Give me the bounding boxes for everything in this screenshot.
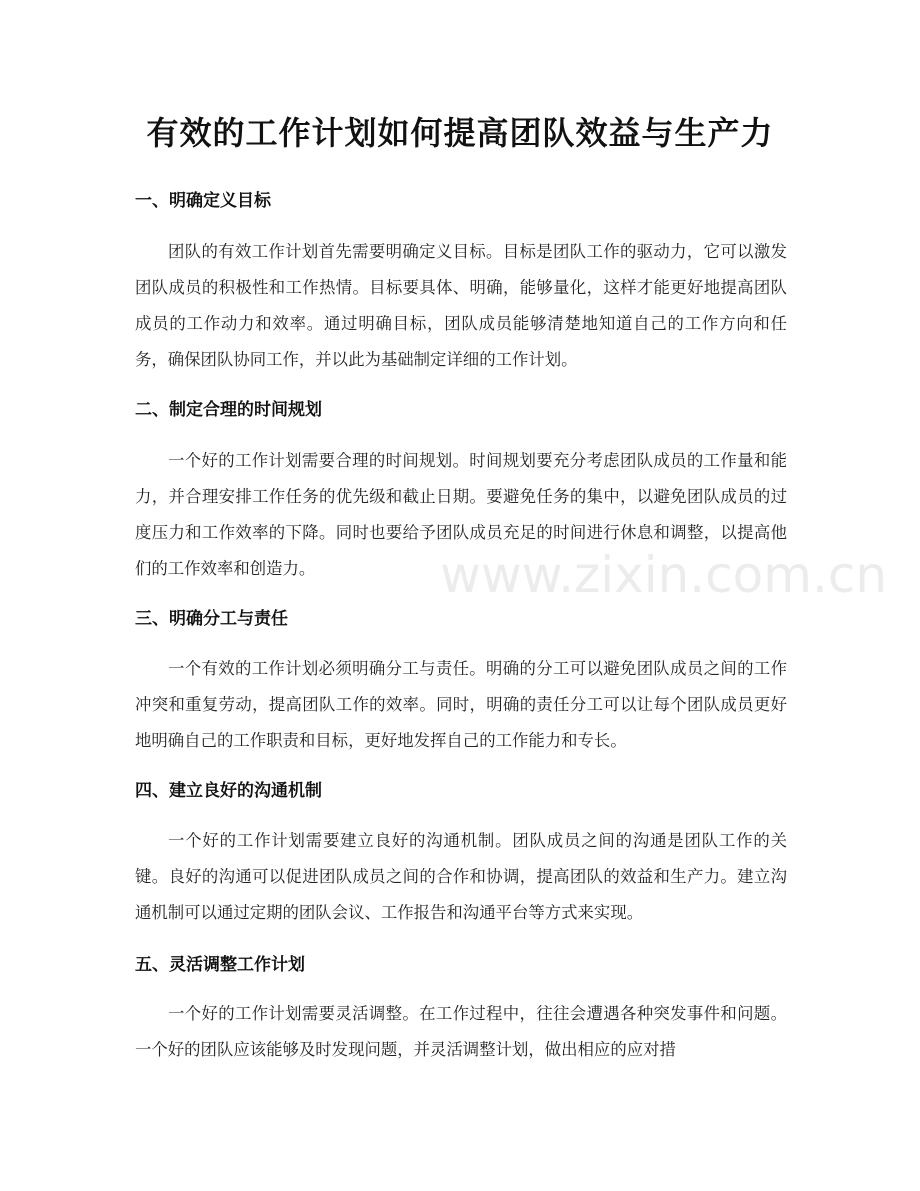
section-paragraph-4: 一个好的工作计划需要建立良好的沟通机制。团队成员之间的沟通是团队工作的关键。良好的沟通可以促进团队成员之间的合作和协调，提高团队的效益和生产力。建立沟通机制可以通过定期的团队会议、工作报告和沟通平台等方式来实现。 [135,831,787,922]
section-heading-4: 四、建立良好的沟通机制 [135,781,322,801]
section-heading-5: 五、灵活调整工作计划 [135,955,305,975]
section-heading-1: 一、明确定义目标 [135,191,271,211]
section-paragraph-5: 一个好的工作计划需要灵活调整。在工作过程中，往往会遭遇各种突发事件和问题。一个好的团队应该能够及时发现问题，并灵活调整计划，做出相应的应对措 [135,1004,787,1059]
section-heading-2: 二、制定合理的时间规划 [135,400,322,420]
section-paragraph-3: 一个有效的工作计划必须明确分工与责任。明确的分工可以避免团队成员之间的工作冲突和重复劳动，提高团队工作的效率。同时，明确的责任分工可以让每个团队成员更好地明确自己的工作职责和目标，更好地发挥自己的工作能力和专长。 [135,659,787,750]
document-title: 有效的工作计划如何提高团队效益与生产力 [146,114,774,152]
section-paragraph-2: 一个好的工作计划需要合理的时间规划。时间规划要充分考虑团队成员的工作量和能力，并合理安排工作任务的优先级和截止日期。要避免任务的集中，以避免团队成员的过度压力和工作效率的下降。同时也要给予团队成员充足的时间进行休息和调整，以提高他们的工作效率和创造力。 [135,451,787,578]
section-paragraph-1: 团队的有效工作计划首先需要明确定义目标。目标是团队工作的驱动力，它可以激发团队成员的积极性和工作热情。目标要具体、明确，能够量化，这样才能更好地提高团队成员的工作动力和效率。通过明确目标，团队成员能够清楚地知道自己的工作方向和任务，确保团队协同工作，并以此为基础制定详细的工作计划。 [135,242,787,369]
watermark-text: www.zixin.com.cn [440,546,888,604]
section-heading-3: 三、明确分工与责任 [135,609,288,629]
